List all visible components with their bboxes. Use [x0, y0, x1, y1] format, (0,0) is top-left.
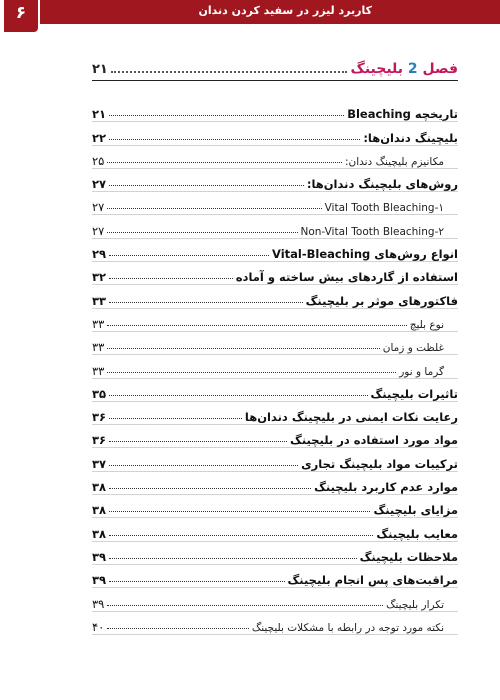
toc-entry[interactable]	[92, 98, 458, 121]
dot-leader	[109, 395, 367, 396]
toc-entry[interactable]	[92, 447, 458, 470]
toc-page-number: ۳۶	[92, 410, 107, 425]
toc-entry-title: رعایت نکات ایمنی در بلیچینگ دندان‌ها	[244, 410, 458, 425]
toc-entry-title: موارد عدم کاربرد بلیچینگ	[314, 480, 458, 495]
dot-leader	[107, 325, 406, 326]
toc-entry[interactable]	[92, 168, 458, 191]
toc-entry[interactable]	[92, 261, 458, 284]
toc-subentry[interactable]	[92, 214, 458, 237]
toc-subentry[interactable]	[92, 191, 458, 214]
chapter-rule	[92, 80, 458, 81]
dot-leader	[107, 628, 248, 629]
toc-page-number: ۳۹	[92, 573, 107, 588]
toc-subentry[interactable]	[92, 611, 458, 634]
toc-page-number: ۲۷	[92, 200, 105, 215]
running-title: کاربرد لیزر در سفید کردن دندان	[198, 4, 372, 17]
page-header	[0, 0, 500, 34]
chapter-name: بلیچینگ	[350, 61, 404, 77]
toc-page-number: ۳۹	[92, 549, 107, 564]
dot-leader	[107, 348, 379, 349]
toc-entry-title: گرما و نور	[399, 365, 444, 378]
toc-page-number: ۲۵	[92, 153, 105, 168]
dot-leader	[109, 558, 357, 559]
dot-leader	[109, 302, 303, 303]
toc-subentry[interactable]	[92, 308, 458, 331]
dot-leader	[107, 208, 321, 209]
dot-leader	[109, 465, 298, 466]
dot-leader	[107, 162, 342, 163]
toc-page-number: ۳۸	[92, 526, 107, 541]
dot-leader	[109, 488, 311, 489]
toc-entry-title: غلظت و زمان	[382, 342, 444, 355]
toc-page-number: ۳۳	[92, 293, 107, 308]
toc-entry-title: ۲-Non-Vital Tooth Bleaching	[300, 225, 444, 238]
dot-leader	[109, 115, 344, 116]
toc-entry[interactable]	[92, 471, 458, 494]
toc-entry[interactable]	[92, 494, 458, 517]
toc-entry[interactable]	[92, 541, 458, 564]
toc-entry-title: تکرار بلیچینگ	[386, 598, 444, 611]
toc-entry-title: ملاحظات بلیچینگ	[359, 549, 458, 564]
chapter-number: 2	[407, 61, 418, 77]
toc-page-number: ۳۹	[92, 596, 105, 611]
toc-entry-title: ترکیبات مواد بلیچینگ تجاری	[301, 456, 458, 471]
toc-subentry[interactable]	[92, 354, 458, 377]
toc-entry-title: مزایای بلیچینگ	[373, 503, 458, 518]
toc-page-number: ۲۱	[92, 107, 107, 122]
toc-entry[interactable]	[92, 564, 458, 587]
dot-leader	[111, 71, 348, 73]
toc-subentry[interactable]	[92, 587, 458, 610]
toc-entry[interactable]	[92, 401, 458, 424]
toc-entry-title: تاثیرات بلیچینگ	[370, 386, 458, 401]
page-number-badge	[4, 0, 38, 32]
toc-subentry[interactable]	[92, 331, 458, 354]
toc-page-number: ۳۸	[92, 503, 107, 518]
dot-leader	[109, 581, 284, 582]
row-divider	[92, 634, 458, 635]
toc-page-number: ۳۳	[92, 363, 105, 378]
toc-entry-title: فاکتورهای موثر بر بلیچینگ	[305, 293, 458, 308]
toc-entry-title: استفاده از گاردهای بیش ساخته و آماده	[235, 270, 458, 285]
dot-leader	[109, 139, 360, 140]
chapter-heading[interactable]	[92, 55, 458, 77]
toc-entry[interactable]	[92, 121, 458, 144]
toc-entry-title: معایب بلیچینگ	[376, 526, 458, 541]
page-number: ۶	[15, 3, 27, 23]
toc-entry[interactable]	[92, 424, 458, 447]
toc-page-number: ۳۳	[92, 316, 105, 331]
dot-leader	[109, 418, 242, 419]
dot-leader	[109, 535, 373, 536]
table-of-contents	[92, 98, 458, 634]
dot-leader	[109, 441, 287, 442]
toc-entry-title: مواد مورد استفاده در بلیچینگ	[290, 433, 458, 448]
dot-leader	[107, 232, 297, 233]
toc-entry-title: مکانیزم بلیچینگ دندان:	[344, 155, 444, 168]
toc-entry[interactable]	[92, 238, 458, 261]
toc-page-number: ۳۳	[92, 340, 105, 355]
toc-entry[interactable]	[92, 284, 458, 307]
chapter-label: فصل	[422, 61, 458, 77]
toc-entry-title: نکته مورد توجه در رابطه با مشکلات بلیچینگ	[251, 621, 444, 634]
dot-leader	[109, 185, 304, 186]
toc-entry[interactable]	[92, 517, 458, 540]
dot-leader	[109, 278, 233, 279]
toc-page-number: ۳۶	[92, 433, 107, 448]
dot-leader	[109, 255, 269, 256]
dot-leader	[107, 372, 396, 373]
toc-page-number: ۳۸	[92, 480, 107, 495]
toc-entry-title: انواع روش‌های Vital-Bleaching	[272, 247, 458, 262]
chapter-title	[350, 61, 458, 77]
toc-entry-title: مراقبت‌های پس انجام بلیچینگ	[287, 573, 458, 588]
dot-leader	[109, 511, 370, 512]
toc-entry[interactable]	[92, 378, 458, 401]
toc-page-number: ۲۷	[92, 177, 107, 192]
toc-page-number: ۲۹	[92, 247, 107, 262]
toc-page-number: ۳۲	[92, 270, 107, 285]
toc-page-number: ۲۷	[92, 223, 105, 238]
toc-entry-title: نوع بلیچ	[409, 318, 444, 331]
toc-entry-title: تاریخچه Bleaching	[347, 107, 458, 122]
toc-page-number: ۴۰	[92, 619, 105, 634]
toc-page-number: ۲۲	[92, 130, 107, 145]
chapter-page-number: ۲۱	[92, 62, 108, 77]
dot-leader	[107, 605, 383, 606]
toc-entry-title: ۱-Vital Tooth Bleaching	[324, 202, 444, 215]
toc-page-number: ۳۵	[92, 386, 107, 401]
toc-entry-title: روش‌های بلیچینگ دندان‌ها:	[306, 177, 458, 192]
toc-page-number: ۳۷	[92, 456, 107, 471]
toc-entry-title: بلیچینگ دندان‌ها:	[363, 130, 458, 145]
header-band	[40, 0, 500, 24]
toc-subentry[interactable]	[92, 145, 458, 168]
